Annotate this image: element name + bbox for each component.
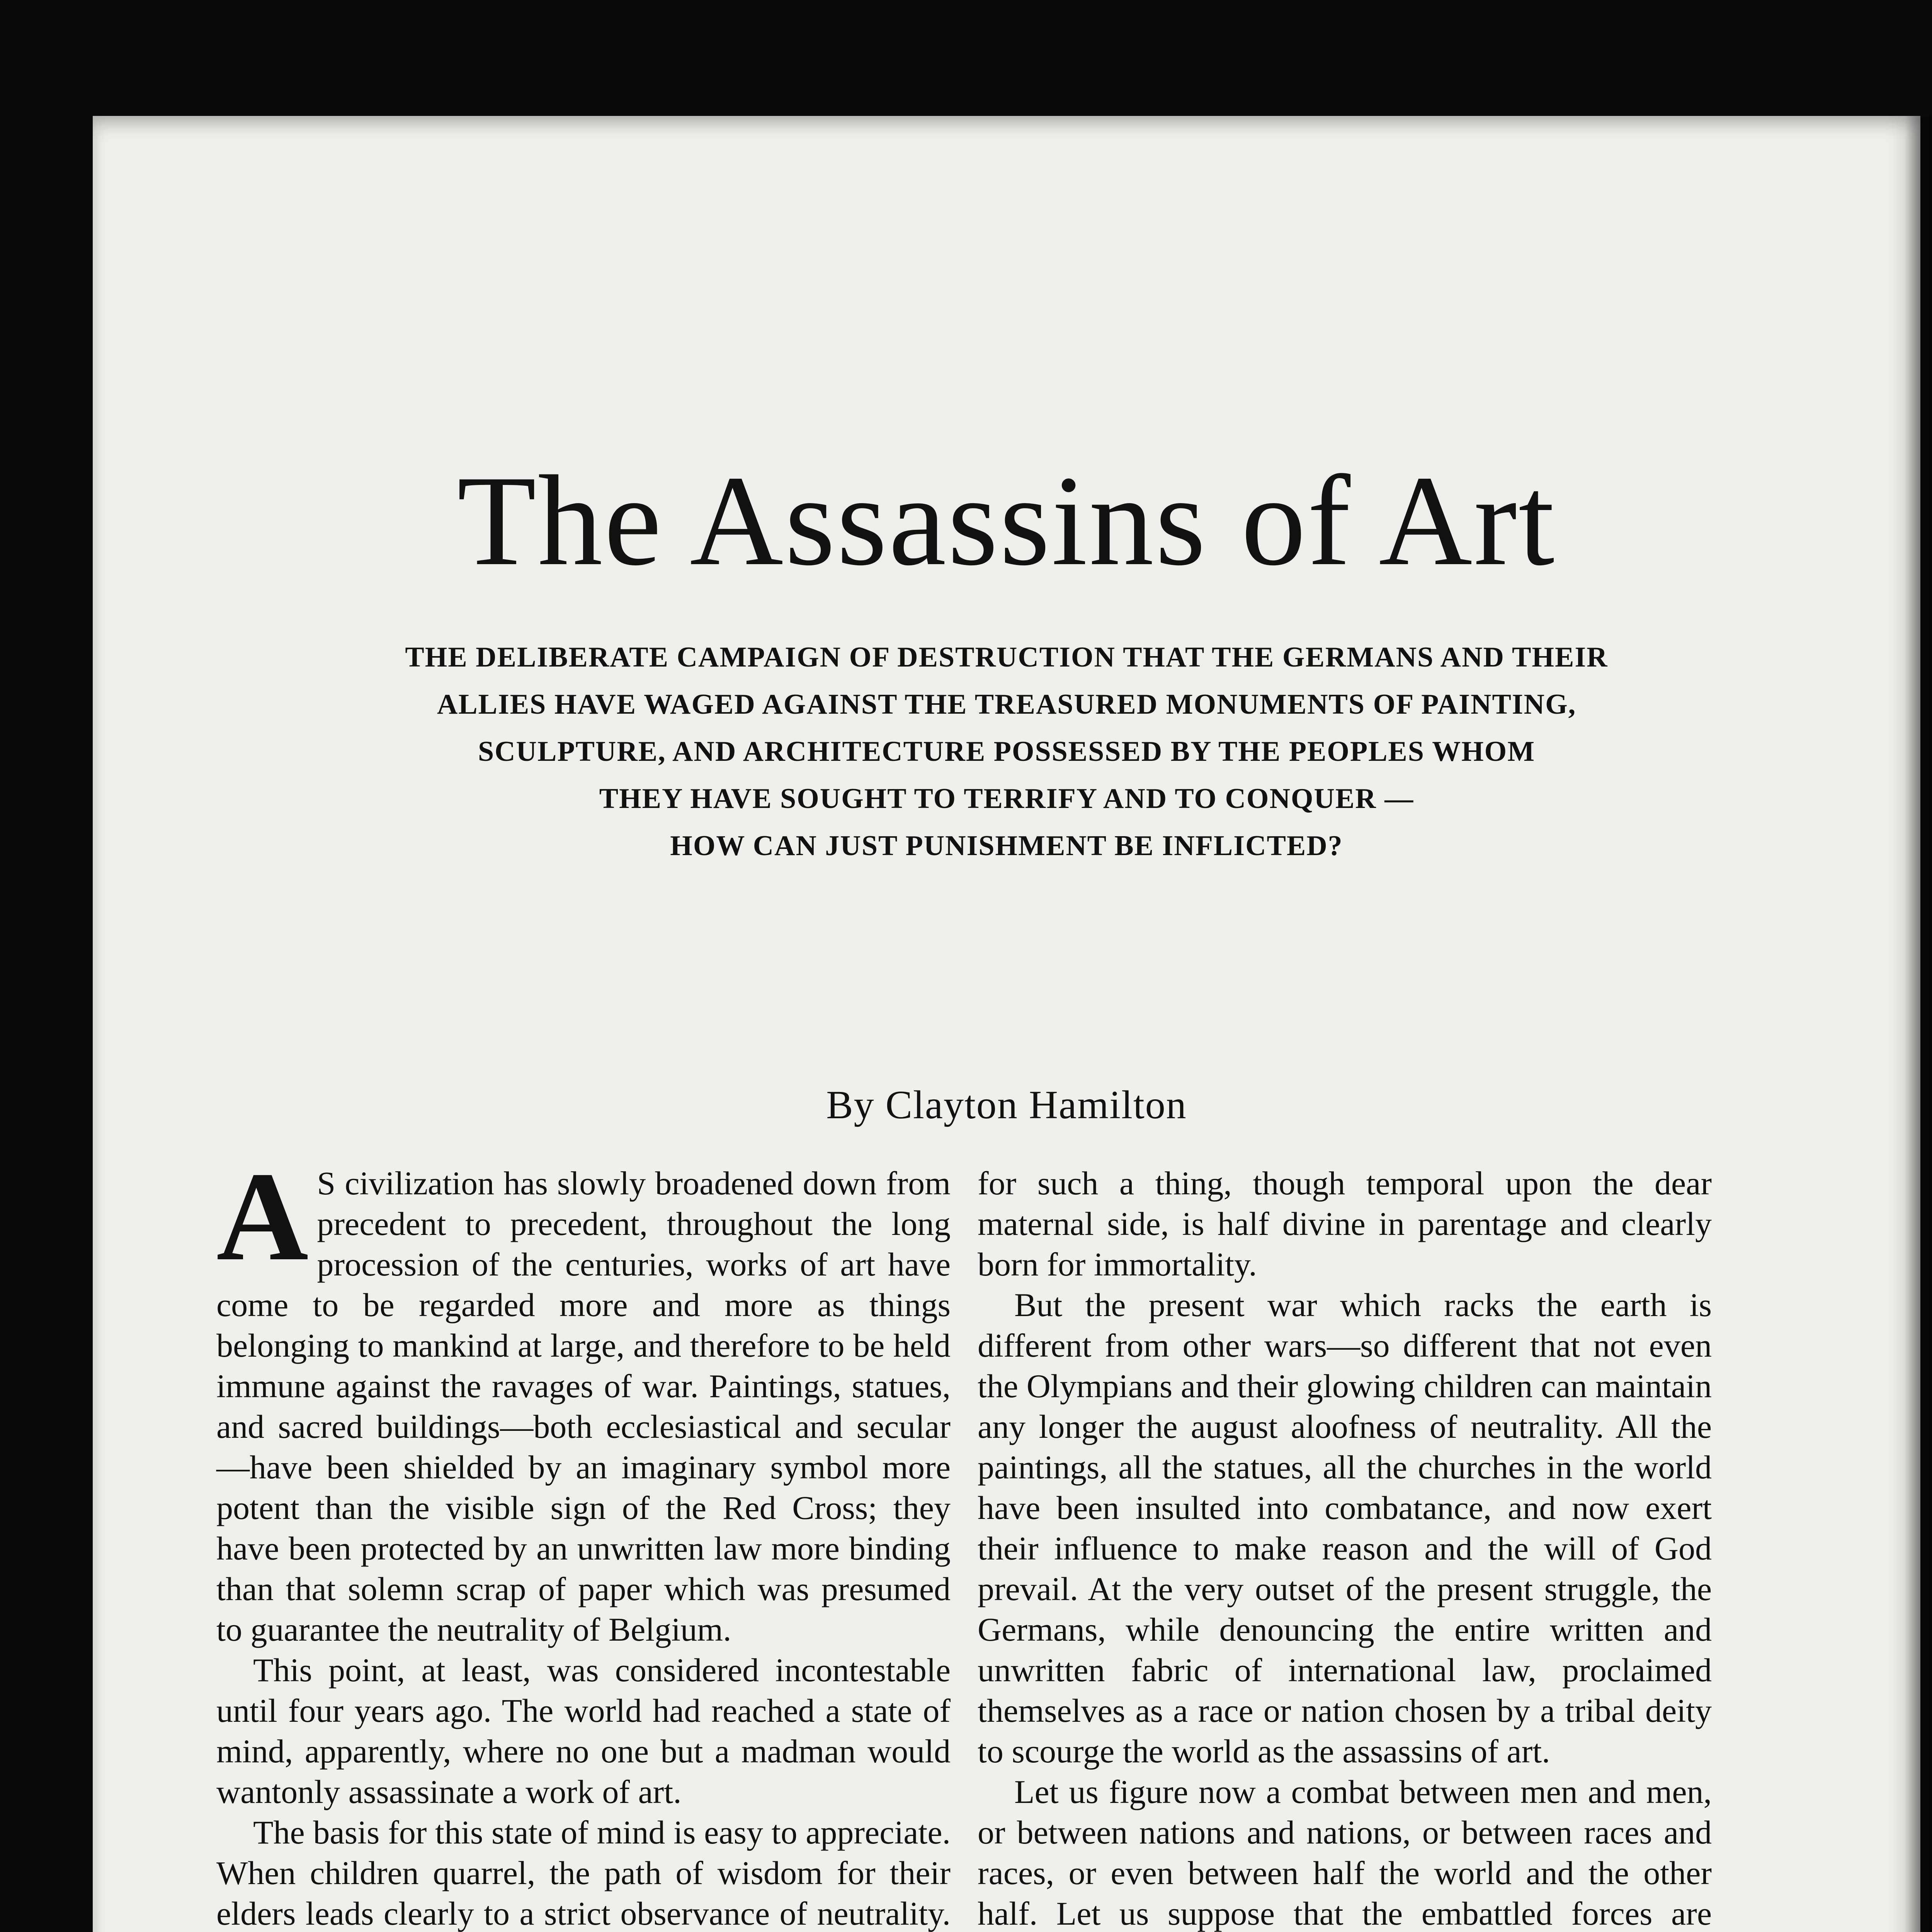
left-column bbox=[216, 1146, 951, 1932]
byline: By Clayton Hamilton bbox=[826, 1083, 1187, 1127]
paragraph: This point, at least, was considered incontestable until four years ago. The world had reached a state of mind, apparently, where no one but a madman would wantonly assassinate a work of art. bbox=[216, 1651, 951, 1810]
subtitle-line: ALLIES HAVE WAGED AGAINST THE TREASURED MONUMENTS OF PAINTING, bbox=[437, 689, 1577, 720]
article-subtitle bbox=[209, 634, 1804, 869]
spine-shadow bbox=[1905, 116, 1932, 1932]
right-column bbox=[978, 1163, 1712, 1932]
subtitle-line: SCULPTURE, AND ARCHITECTURE POSSESSED BY THE PEOPLES WHOM bbox=[478, 736, 1536, 767]
paragraph: for such a thing, though temporal upon the dear maternal side, is half divine in parentage and clearly born for immortality. bbox=[978, 1165, 1712, 1283]
subtitle-line: THE DELIBERATE CAMPAIGN OF DESTRUCTION THAT THE GERMANS AND THEIR bbox=[405, 641, 1608, 673]
magazine-page bbox=[93, 116, 1920, 1932]
subtitle-line: THEY HAVE SOUGHT TO TERRIFY AND TO CONQUER — bbox=[599, 783, 1414, 815]
paragraph: The basis for this state of mind is easy to appreciate. When children quarrel, the path of wisdom for their elders leads clearly to a strict observance of neutrality. bbox=[216, 1814, 951, 1932]
paragraph-text: S civilization has slowly broadened down from precedent to precedent, throughout the long procession of the centuries, works of art have come to be regarded more and more as things belonging to mankind at large, and therefore to be held immune against the ravages of war. Paintings, statues, and sacred buildings—both ecclesiastical and secular—have been shielded by an imaginary symbol more potent than the visible sign of the Red Cross; they have been protected by an unwritten law more binding than that solemn scrap of paper which was presumed to guarantee the neutrality of Belgium. bbox=[216, 1165, 951, 1648]
subtitle-line: HOW CAN JUST PUNISHMENT BE INFLICTED? bbox=[670, 830, 1343, 862]
article-title: The Assassins of Art bbox=[457, 449, 1556, 592]
paragraph: But the present war which racks the earth is different from other wars—so different that not even the Olympians and their glowing children can maintain any longer the august aloofness of neutrality. All the paintings, all the statues, all the churches in the world have been insulted into combatance, and now exert their influence to make reason and the will of God prevail. At the very outset of the present struggle, the Germans, while denouncing the entire written and unwritten fabric of international law, proclaimed themselves as a race or nation chosen by a tribal deity to scourge the world as the assassins of art. bbox=[978, 1286, 1712, 1770]
paragraph: Let us figure now a combat between men and men, or between nations and nations, or between races and races, or even between half the world and the other half. Let us suppose that the embattled forces are bbox=[978, 1773, 1712, 1932]
drop-cap: A bbox=[216, 1146, 309, 1287]
show-through-text bbox=[325, 236, 1754, 277]
paragraph bbox=[216, 1146, 951, 1650]
